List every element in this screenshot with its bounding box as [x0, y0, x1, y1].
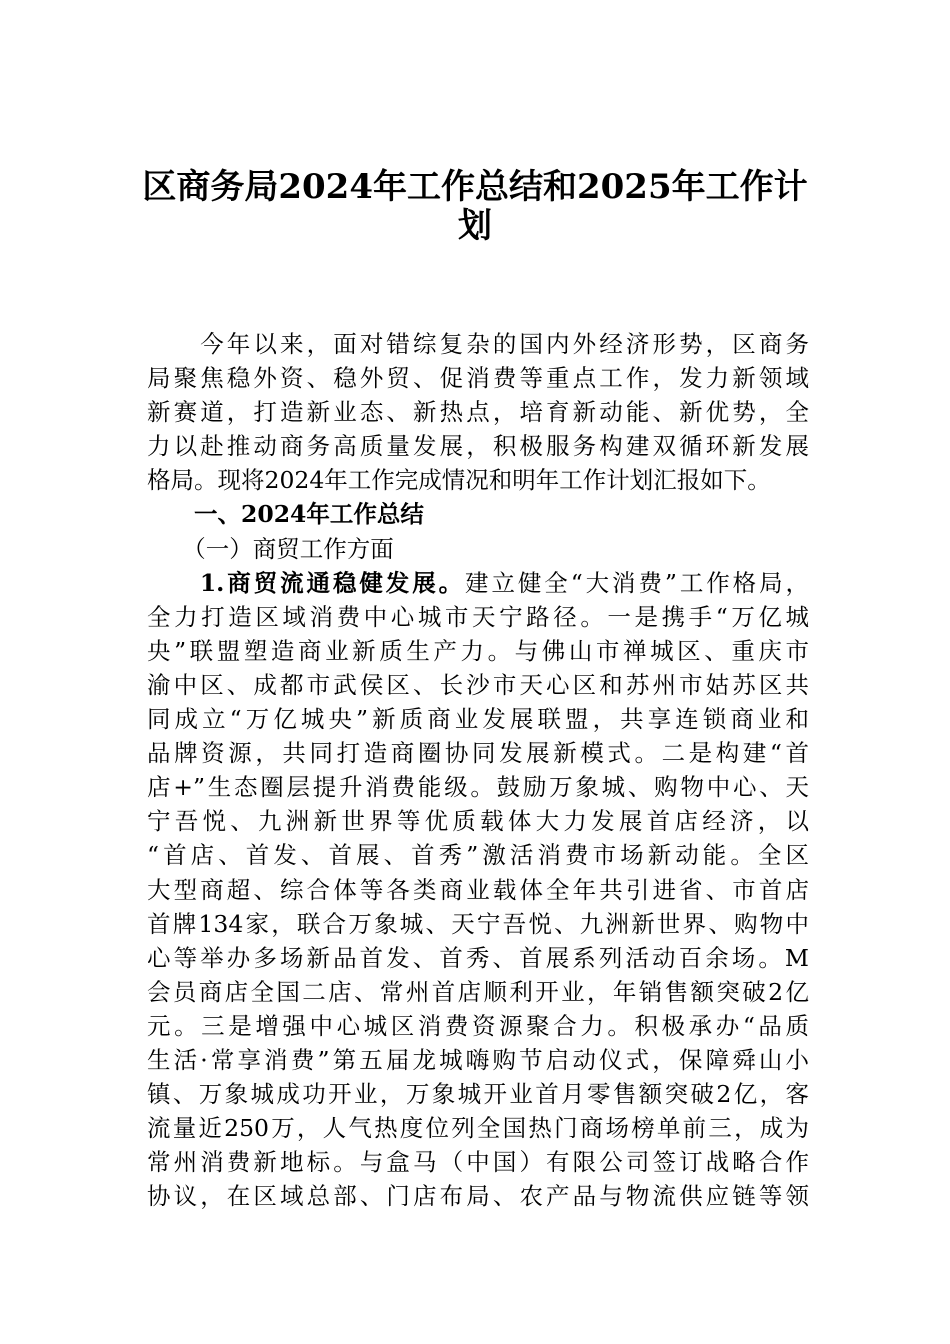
intro-line: 今年以来，面对错综复杂的国内外经济形势，区商务 [147, 330, 809, 358]
item-line: 渝中区、成都市武侯区、长沙市天心区和苏州市姑苏区共 [147, 670, 809, 699]
document-title-line-2: 划 [458, 206, 492, 246]
subsection-heading: （一）商贸工作方面 [147, 534, 394, 563]
item-line: 大型商超、综合体等各类商业载体全年共引进省、市首店 [147, 875, 809, 904]
item-line: 全力打造区域消费中心城市天宁路径。一是携手“万亿城 [147, 602, 809, 631]
item-line: 品牌资源，共同打造商圈协同发展新模式。二是构建“首 [147, 739, 809, 768]
document-body [147, 327, 809, 1213]
item-line: 元。三是增强中心城区消费资源聚合力。积极承办“品质 [147, 1011, 809, 1040]
document-title-line-1: 区商务局2024年工作总结和2025年工作计 [142, 167, 808, 207]
item-line: 宁吾悦、九洲新世界等优质载体大力发展首店经济，以 [147, 807, 809, 836]
item-line: 生活·常享消费”第五届龙城嗨购节启动仪式，保障舜山小 [147, 1045, 809, 1074]
intro-line: 力以赴推动商务高质量发展，积极服务构建双循环新发展 [147, 432, 809, 461]
item-first-line [147, 566, 809, 600]
item-line: 店+”生态圈层提升消费能级。鼓励万象城、购物中心、天 [147, 773, 809, 802]
item-line: 央”联盟塑造商业新质生产力。与佛山市禅城区、重庆市 [147, 636, 809, 665]
item-line: 同成立“万亿城央”新质商业发展联盟，共享连锁商业和 [147, 705, 809, 734]
item-line: 会员商店全国二店、常州首店顺利开业，年销售额突破2亿 [147, 977, 809, 1006]
item-line: 心等举办多场新品首发、首秀、首展系列活动百余场。M [147, 943, 809, 972]
item-line: 常州消费新地标。与盒马（中国）有限公司签订战略合作 [147, 1148, 809, 1177]
item-line: 首牌134家，联合万象城、天宁吾悦、九洲新世界、购物中 [147, 909, 809, 938]
intro-line: 局聚焦稳外资、稳外贸、促消费等重点工作，发力新领域 [147, 364, 809, 393]
item-line: “首店、首发、首展、首秀”激活消费市场新动能。全区 [147, 841, 809, 870]
intro-line: 新赛道，打造新业态、新热点，培育新动能、新优势，全 [147, 398, 809, 427]
item-line: 镇、万象城成功开业，万象城开业首月零售额突破2亿，客 [147, 1080, 809, 1109]
item-line: 流量近250万，人气热度位列全国热门商场榜单前三，成为 [147, 1114, 809, 1143]
item-lead: 1.商贸流通稳健发展。 [147, 568, 466, 597]
item-line: 协议，在区域总部、门店布局、农产品与物流供应链等领 [147, 1182, 809, 1211]
intro-line: 格局。现将2024年工作完成情况和明年工作计划汇报如下。 [147, 466, 771, 495]
section-heading: 一、2024年工作总结 [147, 500, 424, 529]
item-lead-rest: 建立健全“大消费”工作格局， [465, 568, 809, 597]
